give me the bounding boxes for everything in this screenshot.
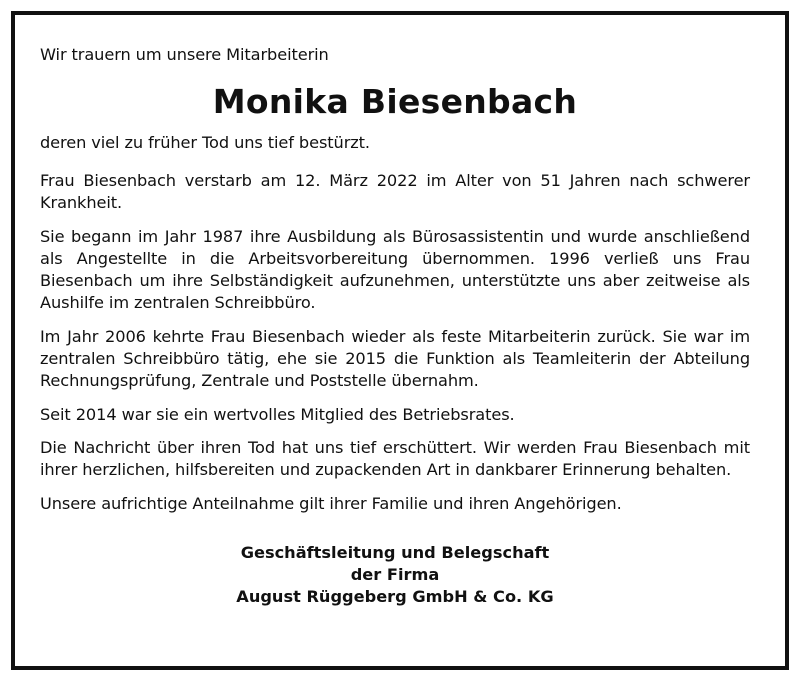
signature-company: August Rüggeberg GmbH & Co. KG	[236, 587, 554, 607]
obituary-notice	[40, 44, 750, 609]
paragraph-condolences: Unsere aufrichtige Anteilnahme gilt ihrer Familie und ihren Angehörigen.	[40, 493, 622, 513]
deceased-name: Monika Biesenbach	[212, 82, 578, 121]
paragraph-remembrance: Die Nachricht über ihren Tod hat uns tief erschüttert. Wir werden Frau Biesenbach mit ihrer herzlichen, hilfsbereiten und zupackenden Art in dankbarer Erinnerung behalten.	[40, 437, 750, 480]
intro-line: Wir trauern um unsere Mitarbeiterin	[40, 45, 329, 64]
signature-block	[40, 542, 750, 609]
signature-line-1: Geschäftsleitung und Belegschaft	[240, 542, 550, 562]
subline: deren viel zu früher Tod uns tief bestürzt.	[40, 133, 370, 152]
paragraph-works-council: Seit 2014 war sie ein wertvolles Mitglied des Betriebsrates.	[40, 404, 515, 424]
signature-line-2: der Firma	[350, 565, 440, 585]
paragraph-career-start: Sie begann im Jahr 1987 ihre Ausbildung als Bürosassistentin und wurde anschließend als Angestellte in die Arbeitsvorbereitung übernommen. 1996 verließ uns Frau Biesenbach um ihre Selbständigkeit aufzunehmen, unterstützte uns aber zeitweise als Aushilfe im zentralen Schreibbüro.	[40, 226, 750, 313]
paragraph-career-return: Im Jahr 2006 kehrte Frau Biesenbach wieder als feste Mitarbeiterin zurück. Sie war im zentralen Schreibbüro tätig, ehe sie 2015 die Funktion als Teamleiterin der Abteilung Rechnungsprüfung, Zentrale und Poststelle übernahm.	[40, 326, 750, 391]
paragraph-death-info: Frau Biesenbach verstarb am 12. März 2022 im Alter von 51 Jahren nach schwerer Krankheit.	[40, 171, 750, 213]
